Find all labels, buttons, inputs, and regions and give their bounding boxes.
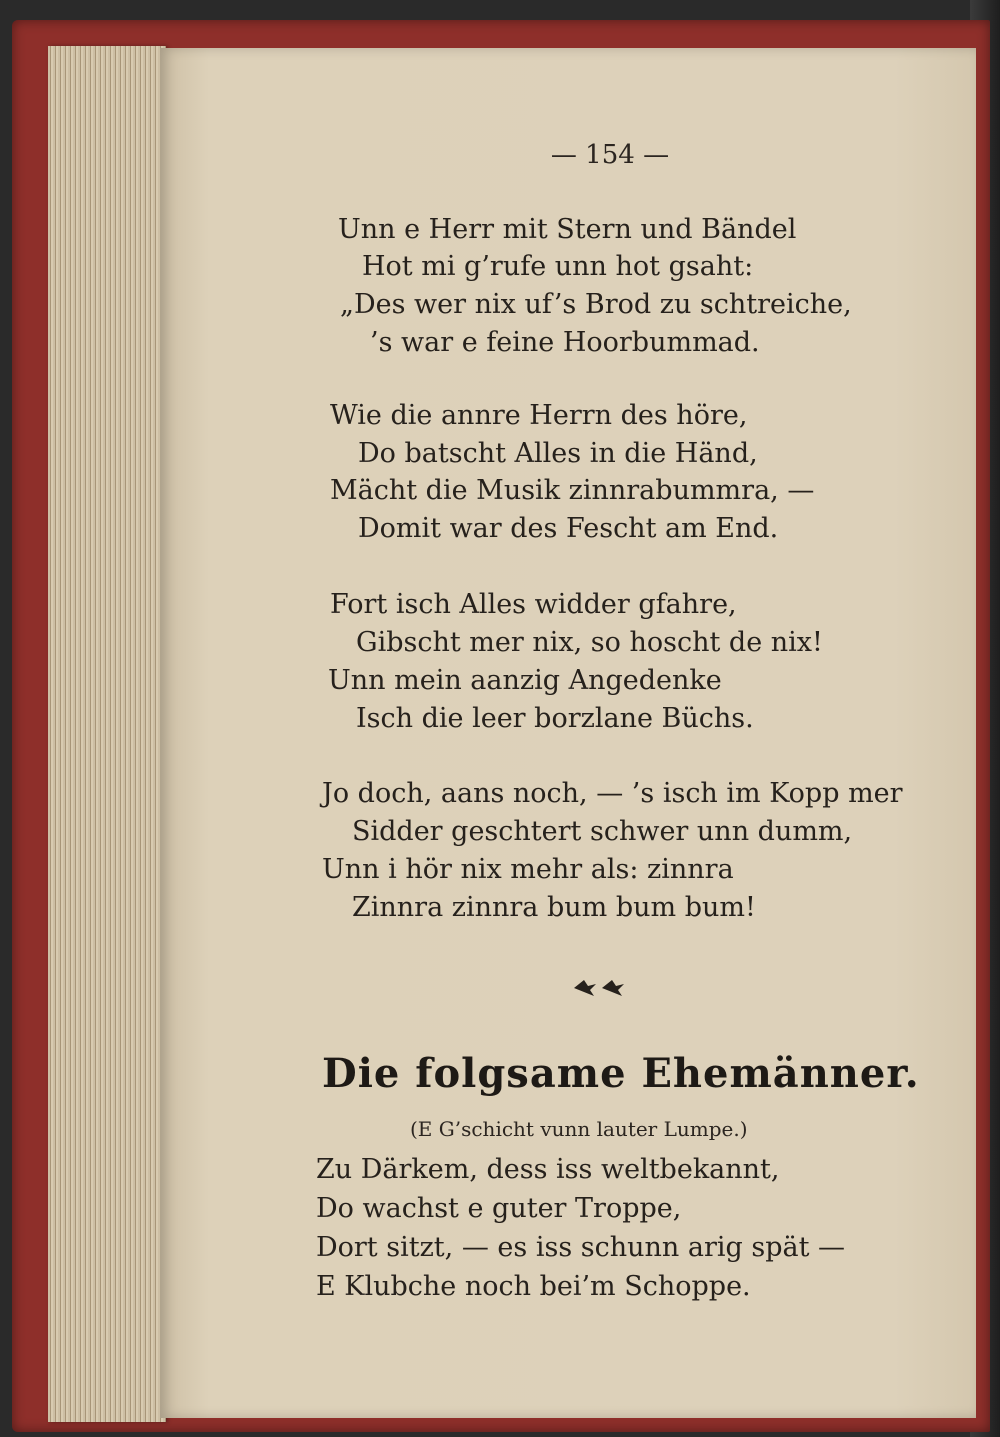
ornament-divider-icon	[568, 974, 628, 1002]
poem-subtitle: (E G’schicht vunn lauter Lumpe.)	[410, 1117, 748, 1141]
verse-line: Hot mi g’rufe unn hot gsaht:	[362, 251, 754, 282]
verse-line: Jo doch, aans noch, — ’s isch im Kopp mer	[322, 778, 903, 809]
verse-line: Zinnra zinnra bum bum bum!	[352, 892, 756, 923]
verse-line: Mächt die Musik zinnrabummra, —	[330, 475, 815, 506]
verse-line: Gibscht mer nix, so hoscht de nix!	[356, 627, 823, 658]
page-number: — 154 —	[550, 140, 670, 170]
verse-line: ’s war e feine Hoorbummad.	[370, 327, 760, 358]
verse-line: Do batscht Alles in die Händ,	[358, 438, 758, 469]
verse-line: Zu Därkem, dess iss weltbekannt,	[316, 1154, 780, 1185]
verse-line: Unn e Herr mit Stern und Bändel	[338, 214, 797, 245]
verse-line: Domit war des Fescht am End.	[358, 513, 779, 544]
verse-line: „Des wer nix uf’s Brod zu schtreiche,	[340, 289, 852, 320]
verse-line: Unn i hör nix mehr als: zinnra	[322, 854, 734, 885]
verse-line: Do wachst e guter Troppe,	[316, 1193, 682, 1224]
page-edges	[48, 46, 166, 1422]
verse-line: Sidder geschtert schwer unn dumm,	[352, 816, 853, 847]
verse-line: Dort sitzt, — es iss schunn arig spät —	[316, 1232, 846, 1263]
verse-line: Isch die leer borzlane Büchs.	[356, 703, 754, 734]
verse-line: Wie die annre Herrn des höre,	[330, 400, 748, 431]
verse-line: Unn mein aanzig Angedenke	[328, 665, 722, 696]
verse-line: Fort isch Alles widder gfahre,	[330, 589, 737, 620]
verse-line: E Klubche noch bei’m Schoppe.	[316, 1271, 751, 1302]
poem-title: Die folgsame Ehemänner.	[322, 1050, 920, 1097]
